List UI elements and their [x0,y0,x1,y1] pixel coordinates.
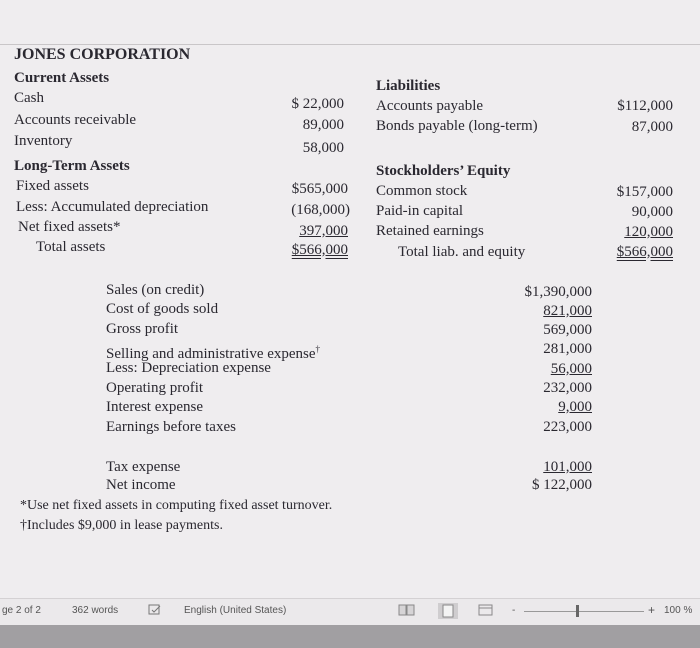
cogs-label: Cost of goods sold [106,301,219,317]
zoom-in-button[interactable]: + [648,603,656,617]
print-layout-icon-svg [438,603,458,619]
tax-label: Tax expense [106,459,181,475]
ap-label: Accounts payable [376,98,484,114]
bonds-label: Bonds payable (long-term) [376,118,538,134]
net-income-value: $ 122,000 [532,477,592,493]
paid-in-value: 90,000 [631,204,673,220]
ap-value: $112,000 [617,98,673,114]
zoom-out-button[interactable]: - [512,605,516,616]
sga-value: 281,000 [543,341,592,357]
gross-profit-value: 569,000 [543,322,592,338]
depreciation-value: 56,000 [550,361,592,377]
print-layout-icon[interactable] [438,603,458,624]
footnote-dagger: †Includes $9,000 in lease payments. [20,518,223,533]
common-stock-value: $157,000 [616,184,673,200]
operating-profit-value: 232,000 [543,380,592,396]
total-assets-value: $566,000 [291,242,348,258]
sga-label-text: Selling and administrative expense [106,346,316,362]
depreciation-label: Less: Depreciation expense [106,360,271,376]
web-layout-icon-svg [478,603,494,617]
total-liab-label: Total liab. and equity [398,244,526,260]
total-assets-label: Total assets [36,239,106,255]
proofing-icon-svg [148,603,162,617]
fixed-assets-label: Fixed assets [16,178,89,194]
gross-profit-label: Gross profit [106,321,179,337]
sales-label: Sales (on credit) [106,282,205,298]
cash-label: Cash [14,90,44,106]
bonds-value: 87,000 [631,119,673,135]
zoom-slider-track[interactable] [524,611,644,612]
net-fixed-value: 397,000 [299,223,348,239]
current-assets-heading: Current Assets [14,70,110,86]
page-top-border [0,44,700,45]
lt-assets-heading: Long-Term Assets [14,158,130,174]
operating-profit-label: Operating profit [106,380,204,396]
status-bar [0,598,700,625]
ebt-value: 223,000 [543,419,592,435]
liabilities-heading: Liabilities [376,78,441,94]
interest-value: 9,000 [558,399,592,415]
ebt-label: Earnings before taxes [106,419,236,435]
net-income-label: Net income [106,477,176,493]
cash-value: $ 22,000 [291,96,344,112]
accum-dep-value: (168,000) [291,202,350,218]
fixed-assets-value: $565,000 [291,181,348,197]
inventory-value: 58,000 [302,140,344,156]
net-fixed-label: Net fixed assets* [18,219,121,235]
cogs-value: 821,000 [543,303,592,319]
dagger-mark: † [315,344,321,354]
retained-label: Retained earnings [376,223,484,239]
web-layout-icon[interactable] [478,603,494,622]
proofing-icon[interactable] [148,603,162,622]
interest-label: Interest expense [106,399,204,415]
tax-value: 101,000 [543,459,592,475]
equity-heading: Stockholders’ Equity [376,163,511,179]
inventory-label: Inventory [14,133,73,149]
sales-value: $1,390,000 [524,284,592,300]
company-title: JONES CORPORATION [14,46,191,63]
word-count[interactable]: 362 words [72,605,119,616]
page-count[interactable]: ge 2 of 2 [2,605,41,616]
read-mode-icon-svg [398,603,416,617]
paid-in-label: Paid-in capital [376,203,464,219]
language-indicator[interactable]: English (United States) [184,605,287,616]
retained-value: 120,000 [624,224,673,240]
read-mode-icon[interactable] [398,603,416,622]
ar-value: 89,000 [302,117,344,133]
footnote-asterisk: *Use net fixed assets in computing fixed asset turnover. [20,498,333,513]
common-stock-label: Common stock [376,183,468,199]
accum-dep-label: Less: Accumulated depreciation [16,199,209,215]
total-liab-value: $566,000 [616,244,673,260]
screen-bottom-edge [0,625,700,648]
zoom-level[interactable]: 100 % [664,605,693,616]
ar-label: Accounts receivable [14,112,137,128]
zoom-slider-thumb[interactable] [576,605,579,617]
